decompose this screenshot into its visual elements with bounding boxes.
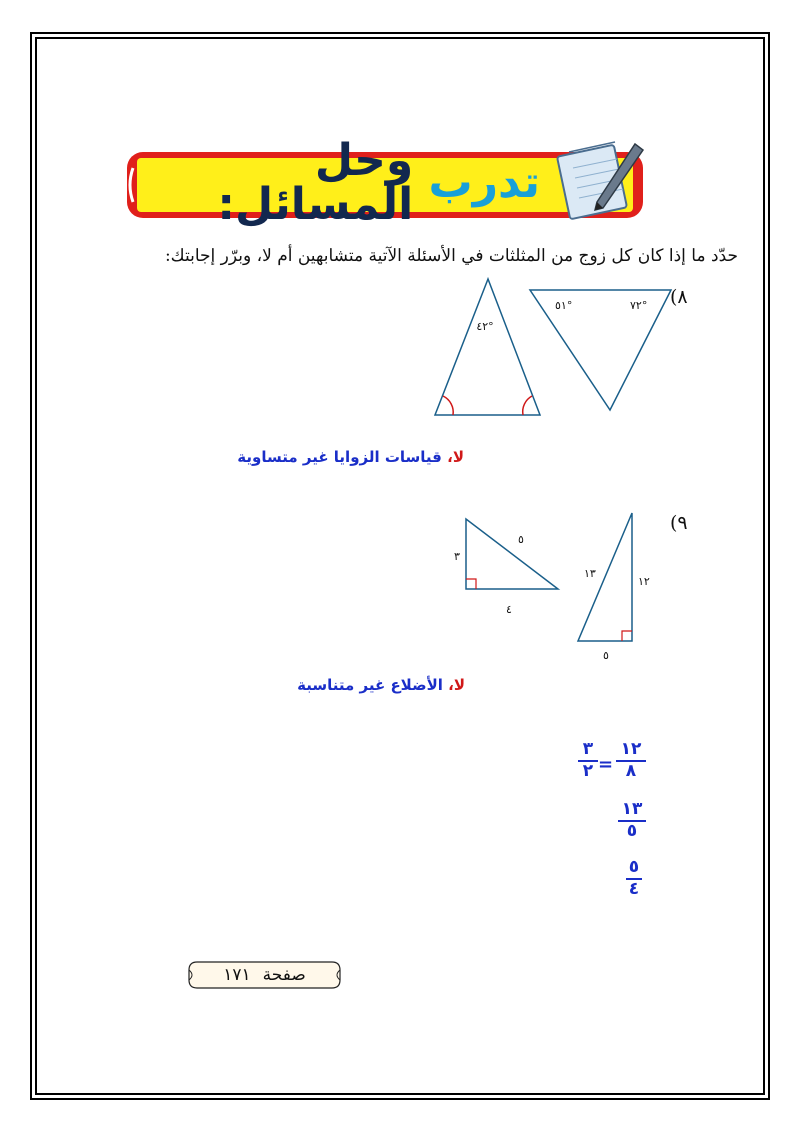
question-9-figure [440, 505, 660, 665]
q8-answer-reason: قياسات الزوايا غير متساوية [237, 448, 442, 466]
q8-apex-angle-label: ٤٢° [476, 320, 494, 333]
page-value: ١٧١ [223, 965, 251, 985]
q9-right-hyp-label: ١٣ [584, 567, 596, 580]
frac1-denominator: ٨ [625, 760, 637, 781]
instruction-text: حدّد ما إذا كان كل زوج من المثلثات في الأسئلة الآتية متشابهين أم لا، وبرّر إجابتك: [164, 246, 738, 266]
q8-angle-a-label: ٥١° [555, 299, 573, 312]
q9-right-leg-label: ١٢ [638, 575, 650, 588]
page-label: صفحة [262, 965, 306, 985]
q9-left-hyp-label: ٥ [518, 533, 524, 546]
title-word-solve: وحل المسائل: [217, 135, 414, 230]
page-title [180, 135, 540, 230]
question-9-answer [297, 676, 465, 694]
q9-left-base-label: ٤ [506, 603, 512, 616]
fraction-12-over-8 [616, 740, 646, 781]
question-number-9: (٩ [670, 512, 688, 534]
page-number [187, 960, 342, 990]
question-number-8: (٨ [670, 286, 688, 308]
q8-angle-b-label: ٧٢° [630, 299, 648, 312]
q8-answer-no: لا، [447, 448, 464, 466]
fraction-3-over-2 [578, 740, 598, 781]
equals-sign: = [598, 754, 614, 775]
q9-right-base-label: ٥ [603, 649, 609, 662]
notepad-pencil-icon [555, 138, 650, 223]
q9-answer-reason: الأضلاع غير متناسبة [297, 676, 443, 694]
frac3-denominator: ٥ [626, 820, 638, 841]
question-8-figure [425, 275, 685, 425]
frac1-numerator: ١٢ [620, 739, 642, 759]
title-word-practice: تدرب [428, 157, 540, 208]
q9-left-leg-label: ٣ [454, 550, 460, 563]
question-8-answer [237, 448, 464, 466]
frac2-denominator: ٢ [582, 760, 594, 781]
fraction-13-over-5 [618, 800, 646, 841]
q9-answer-no: لا، [448, 676, 465, 694]
frac4-denominator: ٤ [628, 878, 640, 899]
fraction-5-over-4 [626, 858, 642, 899]
frac4-numerator: ٥ [628, 857, 640, 877]
frac2-numerator: ٣ [582, 739, 594, 759]
frac3-numerator: ١٣ [621, 799, 643, 819]
